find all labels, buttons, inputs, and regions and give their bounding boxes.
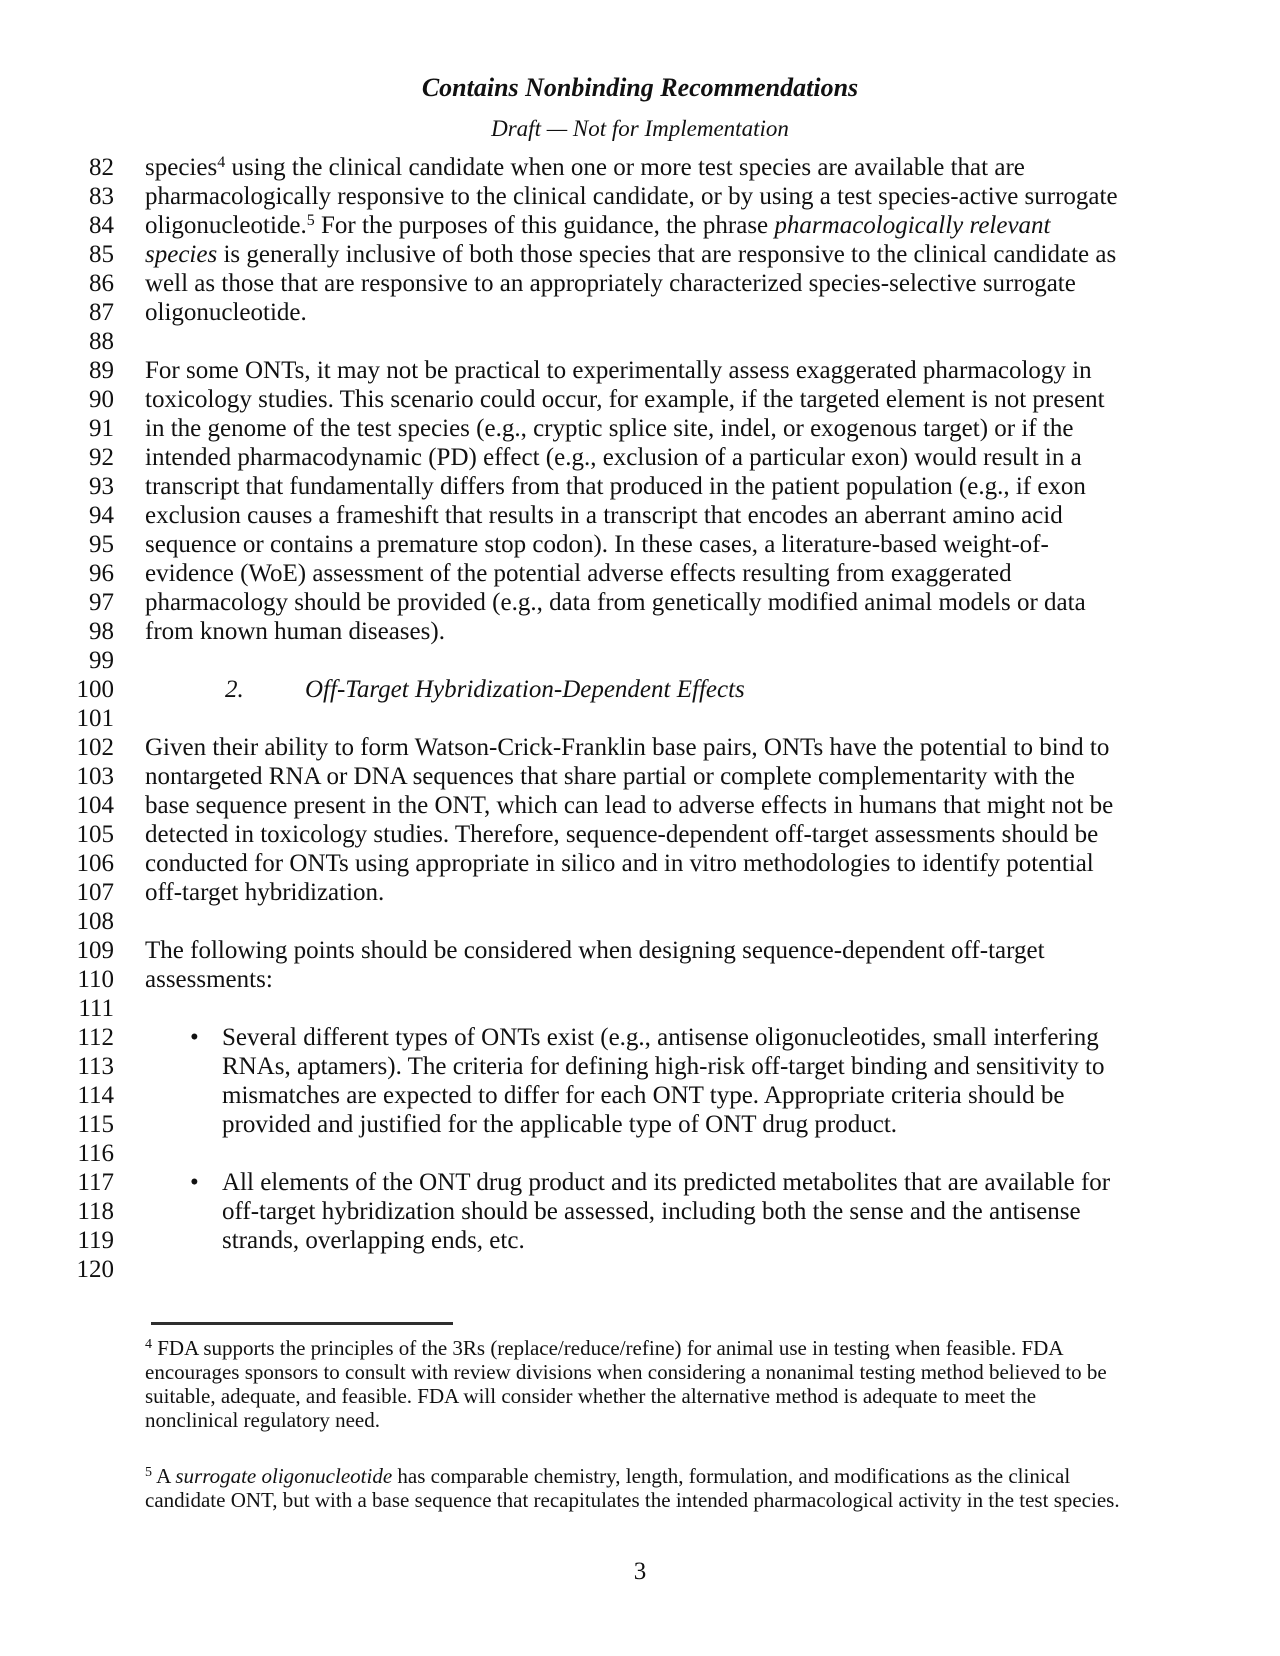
text-segment: For some ONTs, it may not be practical to experimentally assess exaggerated pharmacology in [145, 357, 1092, 384]
line-text [145, 762, 1075, 791]
line-number: 91 [89, 415, 114, 442]
line-number: 94 [89, 502, 114, 529]
line-number: 98 [89, 618, 114, 645]
text-segment: well as those that are responsive to an appropriately characterized species-selective surrogate [145, 270, 1076, 297]
line-text [145, 501, 1063, 530]
text-segment: off-target hybridization. [145, 879, 385, 906]
line-text [145, 385, 1105, 414]
text-segment: evidence (WoE) assessment of the potential adverse effects resulting from exaggerated [145, 560, 1012, 587]
text-segment: encourages sponsors to consult with review divisions when considering a nonanimal testing method believed to be [145, 1360, 1107, 1384]
line-text [145, 530, 1049, 559]
page-number: 3 [633, 1558, 647, 1585]
text-segment: Given their ability to form Watson-Crick-Franklin base pairs, ONTs have the potential to bind to [145, 734, 1110, 761]
text-segment: The following points should be considered when designing sequence-dependent off-target [145, 937, 1045, 964]
line-text [145, 182, 1118, 211]
document-line [0, 1052, 1280, 1081]
line-number: 116 [77, 1140, 114, 1167]
line-text [145, 414, 1073, 443]
line-number: 82 [89, 154, 114, 181]
document-line [0, 240, 1280, 269]
text-segment: strands, overlapping ends, etc. [222, 1227, 525, 1254]
document-line [0, 501, 1280, 530]
superscript-footnote-ref: 5 [306, 212, 315, 229]
document-line [0, 1255, 1280, 1284]
document-line [0, 820, 1280, 849]
line-text [222, 1226, 525, 1255]
text-segment: pharmacology should be provided (e.g., data from genetically modified animal models or data [145, 589, 1086, 616]
line-number: 112 [77, 1024, 114, 1051]
text-segment: Several different types of ONTs exist (e.g., antisense oligonucleotides, small interfering [222, 1024, 1099, 1051]
line-number: 103 [76, 763, 114, 790]
line-number: 97 [89, 589, 114, 616]
line-number: 120 [76, 1256, 114, 1283]
document-line [0, 994, 1280, 1023]
document-line [0, 791, 1280, 820]
text-segment: pharmacologically relevant [774, 212, 1051, 239]
document-line [0, 646, 1280, 675]
line-text [145, 617, 445, 646]
document-line [0, 1110, 1280, 1139]
text-segment: Off-Target Hybridization-Dependent Effects [305, 676, 745, 703]
line-text [145, 559, 1012, 588]
text-segment: mismatches are expected to differ for each ONT type. Appropriate criteria should be [222, 1082, 1065, 1109]
footnote-line [145, 1360, 1107, 1384]
line-text [145, 791, 1113, 820]
superscript-footnote-ref: 4 [145, 1337, 152, 1352]
footnote-separator [151, 1322, 453, 1325]
line-text [222, 1081, 1065, 1110]
document-line [0, 472, 1280, 501]
text-segment: species [145, 154, 218, 181]
line-number: 110 [77, 966, 114, 993]
text-segment: nonclinical regulatory need. [145, 1408, 380, 1432]
text-segment: For the purposes of this guidance, the phrase [314, 212, 775, 239]
text-segment: in the genome of the test species (e.g., cryptic splice site, indel, or exogenous target) or if the [145, 415, 1074, 442]
text-segment: species [145, 241, 218, 268]
text-segment: provided and justified for the applicable type of ONT drug product. [222, 1111, 898, 1138]
line-number: 88 [89, 328, 114, 355]
line-number: 93 [89, 473, 114, 500]
line-number: 104 [76, 792, 114, 819]
document-line [0, 617, 1280, 646]
line-text [145, 443, 1082, 472]
line-number: 90 [89, 386, 114, 413]
bullet-icon: • [190, 1024, 199, 1051]
line-text [145, 733, 1109, 762]
document-line [0, 1081, 1280, 1110]
footnote-line [145, 1488, 1120, 1512]
superscript-footnote-ref: 4 [217, 154, 226, 171]
line-number: 113 [77, 1053, 114, 1080]
line-number: 108 [76, 908, 114, 935]
line-text [145, 153, 1025, 185]
document-line [0, 849, 1280, 878]
bullet-icon: • [190, 1169, 199, 1196]
footnote [145, 1464, 1120, 1512]
footnote-line [145, 1336, 1107, 1360]
line-number: 118 [77, 1198, 114, 1225]
line-number: 119 [77, 1227, 114, 1254]
line-number: 114 [77, 1082, 114, 1109]
line-number: 85 [89, 241, 114, 268]
document-line [0, 733, 1280, 762]
text-segment: oligonucleotide. [145, 212, 307, 239]
document-line [0, 907, 1280, 936]
line-number: 96 [89, 560, 114, 587]
document-line [0, 936, 1280, 965]
document-body [0, 153, 1280, 1284]
line-number: 84 [89, 212, 114, 239]
line-number: 115 [77, 1111, 114, 1138]
text-segment: toxicology studies. This scenario could occur, for example, if the targeted element is not present [145, 386, 1105, 413]
line-text [222, 1110, 897, 1139]
text-segment: surrogate oligonucleotide [175, 1464, 393, 1488]
line-text [222, 1197, 1081, 1226]
line-number: 92 [89, 444, 114, 471]
document-line [0, 211, 1280, 240]
line-number: 86 [89, 270, 114, 297]
text-segment: conducted for ONTs using appropriate in silico and in vitro methodologies to identify potential [145, 850, 1094, 877]
line-number: 117 [77, 1169, 114, 1196]
line-number: 100 [76, 676, 114, 703]
line-text [222, 1052, 1104, 1081]
line-number: 109 [76, 937, 114, 964]
bullet-line [0, 1023, 1280, 1052]
line-number: 106 [76, 850, 114, 877]
line-number: 89 [89, 357, 114, 384]
line-text [145, 965, 273, 994]
document-line [0, 1139, 1280, 1168]
document-line [0, 414, 1280, 443]
document-line [0, 1226, 1280, 1255]
document-line [0, 182, 1280, 211]
text-segment: using the clinical candidate when one or more test species are available that are [225, 154, 1025, 181]
section-heading-line [0, 675, 1280, 704]
line-text [145, 936, 1045, 965]
text-segment: base sequence present in the ONT, which can lead to adverse effects in humans that might not be [145, 792, 1114, 819]
document-line [0, 878, 1280, 907]
header-subtitle: Draft — Not for Implementation [491, 116, 789, 141]
line-text [145, 240, 1116, 269]
text-segment: has comparable chemistry, length, formulation, and modifications as the clinical [392, 1464, 1071, 1488]
text-segment: intended pharmacodynamic (PD) effect (e.g., exclusion of a particular exon) would result in a [145, 444, 1082, 471]
document-line [0, 443, 1280, 472]
line-number: 87 [89, 299, 114, 326]
line-text [145, 849, 1094, 878]
text-segment: exclusion causes a frameshift that results in a transcript that encodes an aberrant amino acid [145, 502, 1063, 529]
line-text [145, 269, 1076, 298]
document-line [0, 153, 1280, 182]
line-text [145, 298, 307, 327]
heading-number: 2. [225, 676, 244, 703]
text-segment: assessments: [145, 966, 273, 993]
text-segment: oligonucleotide. [145, 299, 307, 326]
line-text [145, 356, 1092, 385]
text-segment: is generally inclusive of both those species that are responsive to the clinical candidate as [217, 241, 1117, 268]
line-number: 95 [89, 531, 114, 558]
text-segment: sequence or contains a premature stop codon). In these cases, a literature-based weight-of- [145, 531, 1049, 558]
text-segment: candidate ONT, but with a base sequence that recapitulates the intended pharmacological activity in the test species. [145, 1488, 1120, 1512]
superscript-footnote-ref: 5 [145, 1465, 152, 1480]
document-line [0, 559, 1280, 588]
text-segment: All elements of the ONT drug product and its predicted metabolites that are available for [222, 1169, 1111, 1196]
line-text [145, 820, 1098, 849]
document-line [0, 965, 1280, 994]
text-segment: nontargeted RNA or DNA sequences that share partial or complete complementarity with the [145, 763, 1075, 790]
document-line [0, 269, 1280, 298]
footnote-line [145, 1408, 1107, 1432]
bullet-line [0, 1168, 1280, 1197]
text-segment: RNAs, aptamers). The criteria for defining high-risk off-target binding and sensitivity to [222, 1053, 1105, 1080]
line-text [145, 211, 1051, 243]
line-number: 105 [76, 821, 114, 848]
footnote-line [145, 1384, 1107, 1408]
document-line [0, 356, 1280, 385]
line-text [305, 675, 745, 704]
line-text [222, 1168, 1110, 1197]
line-text [145, 588, 1086, 617]
line-text [222, 1023, 1099, 1052]
document-line [0, 298, 1280, 327]
footnote [145, 1336, 1107, 1432]
document-line [0, 588, 1280, 617]
document-line [0, 385, 1280, 414]
line-number: 99 [89, 647, 114, 674]
line-number: 102 [76, 734, 114, 761]
header-title: Contains Nonbinding Recommendations [421, 73, 859, 102]
text-segment: detected in toxicology studies. Therefore, sequence-dependent off-target assessments should be [145, 821, 1099, 848]
document-line [0, 1197, 1280, 1226]
line-text [145, 878, 384, 907]
text-segment: pharmacologically responsive to the clinical candidate, or by using a test species-active surrogate [145, 183, 1118, 210]
line-number: 83 [89, 183, 114, 210]
text-segment: transcript that fundamentally differs from that produced in the patient population (e.g., if exon [145, 473, 1086, 500]
line-text [145, 472, 1086, 501]
document-line [0, 530, 1280, 559]
line-number: 107 [76, 879, 114, 906]
footnote-line [145, 1464, 1120, 1488]
document-line [0, 704, 1280, 733]
text-segment: A [152, 1464, 176, 1488]
line-number: 111 [78, 995, 114, 1022]
line-number: 101 [76, 705, 114, 732]
text-segment: off-target hybridization should be assessed, including both the sense and the antisense [222, 1198, 1081, 1225]
document-line [0, 327, 1280, 356]
document-line [0, 762, 1280, 791]
text-segment: suitable, adequate, and feasible. FDA will consider whether the alternative method is adequate to meet the [145, 1384, 1037, 1408]
text-segment: FDA supports the principles of the 3Rs (replace/reduce/refine) for animal use in testing when feasible. FDA [152, 1336, 1064, 1360]
text-segment: from known human diseases). [145, 618, 445, 645]
